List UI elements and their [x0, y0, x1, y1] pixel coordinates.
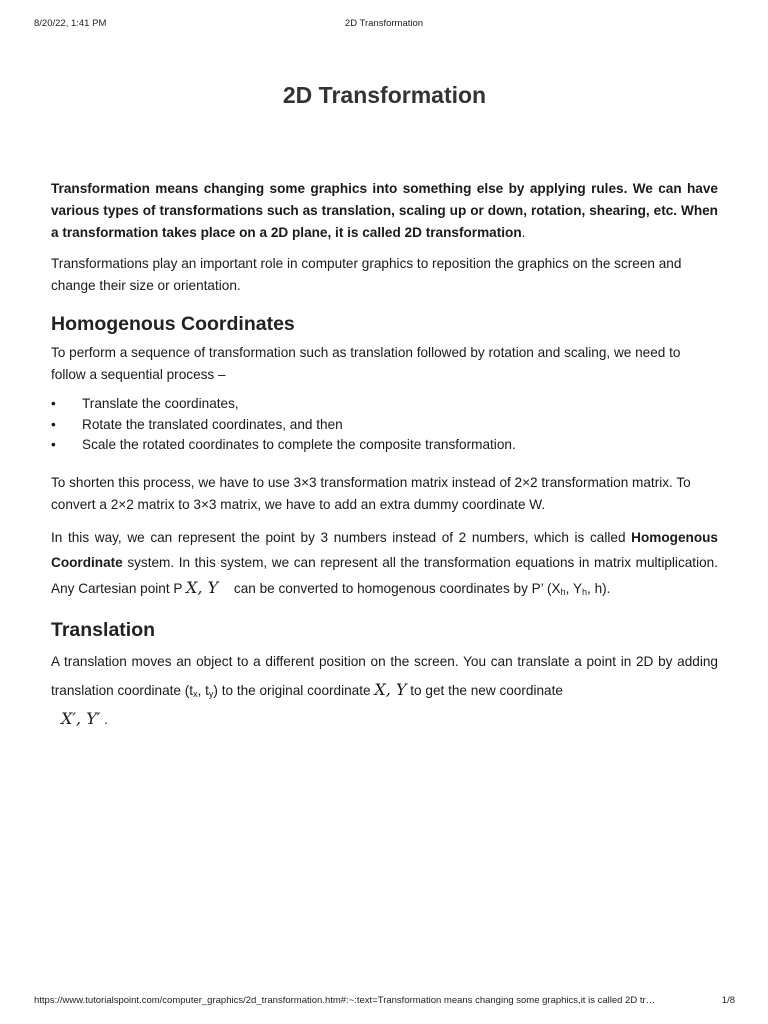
- cartesian-point-math: X, Y: [186, 577, 219, 597]
- bullet-icon: •: [51, 437, 56, 452]
- article: [51, 80, 718, 734]
- print-doc-title: 2D Transformation: [344, 18, 424, 29]
- intro-paragraph-2: Transformations play an important role in computer graphics to reposition the graphics on the screen and change their size or orientation.: [51, 256, 682, 293]
- translation-paragraph-text-b: , t: [197, 682, 209, 698]
- list-item-text: Scale the rotated coordinates to complete the composite transformation.: [82, 437, 516, 452]
- print-header: [0, 18, 768, 32]
- translation-paragraph-text-a: A translation moves an object to a different position on the screen. You can translate a point in 2D by adding translation coordinate (t: [51, 653, 718, 698]
- homogenous-paragraph-1: To perform a sequence of transformation such as translation followed by rotation and scaling, we need to follow a sequential process –: [51, 345, 681, 382]
- section-heading-translation: Translation: [51, 618, 156, 641]
- print-date: 8/20/22, 1:41 PM: [34, 18, 107, 29]
- homogenous-paragraph-2: To shorten this process, we have to use 3×3 transformation matrix instead of 2×2 transformation matrix. To convert a 2×2 matrix to 3×3 matrix, we have to add an extra dummy coordinate W.: [51, 474, 691, 512]
- homogenous-paragraph-3-text-b: system. In this system, we can represent all the transformation equations in matrix multiplication. Any Cartesian point P: [51, 554, 718, 596]
- homogenous-paragraph-3-text-c: can be converted to homogenous coordinates by P’ (X: [230, 580, 561, 596]
- page-number: 1/8: [721, 995, 735, 1006]
- intro-paragraph-1: [51, 178, 718, 244]
- homogenous-paragraph-3-text-e: , h).: [587, 580, 611, 596]
- subscript-h: h: [560, 586, 566, 597]
- subscript-y: y: [208, 688, 214, 699]
- intro-paragraph-1-period: .: [521, 225, 526, 240]
- translation-paragraph-text-c: ) to the original coordinate: [213, 682, 375, 698]
- list-item: [51, 394, 718, 415]
- homogenous-paragraph-3-text-d: , Y: [565, 580, 583, 596]
- subscript-x: x: [193, 688, 198, 699]
- page-title: 2D Transformation: [282, 82, 487, 108]
- homogenous-steps-list: [51, 394, 718, 456]
- new-coordinate-math: X′, Y′: [61, 708, 101, 728]
- subscript-h: h: [582, 586, 588, 597]
- bullet-icon: •: [51, 396, 56, 411]
- list-item-text: Translate the coordinates,: [82, 396, 239, 411]
- translation-paragraph-end: .: [100, 711, 108, 727]
- list-item-text: Rotate the translated coordinates, and then: [82, 416, 343, 432]
- bullet-icon: •: [51, 416, 56, 432]
- homogenous-paragraph-3-text-a: In this way, we can represent the point by 3 numbers instead of 2 numbers, which is called: [51, 529, 632, 545]
- list-item: [51, 415, 718, 436]
- print-url: https://www.tutorialspoint.com/computer_graphics/2d_transformation.htm#:~:text=Transformation means changing some graphics,it is called 2D tr…: [34, 995, 656, 1006]
- section-heading-homogenous: Homogenous Coordinates: [51, 313, 295, 335]
- translation-paragraph-1: [51, 648, 718, 734]
- homogenous-coordinate-term: Homogenous Coordinate: [51, 529, 718, 570]
- homogenous-paragraph-3: [51, 525, 718, 601]
- intro-paragraph-1-text: Transformation means changing some graphics into something else by applying rules. We can have various types of transformations such as translation, scaling up or down, rotation, shearing, etc. When a transformation takes place on a 2D plane, it is called 2D transformation: [51, 181, 718, 240]
- original-coordinate-math: X, Y: [374, 679, 407, 699]
- translation-paragraph-text-d: to get the new coordinate: [406, 682, 563, 698]
- list-item: [51, 435, 718, 456]
